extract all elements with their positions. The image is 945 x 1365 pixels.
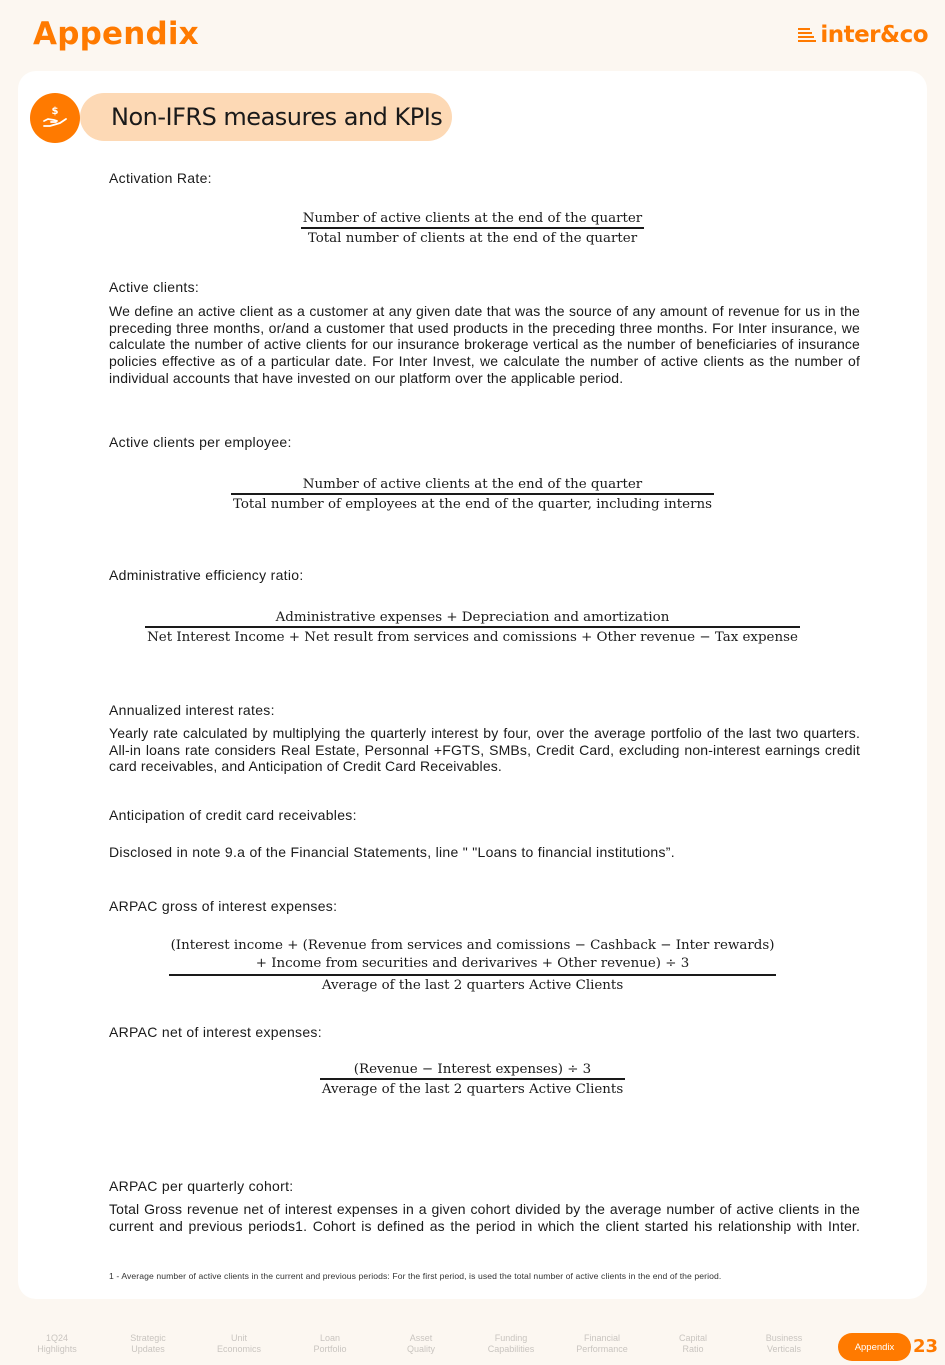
- formula-numerator-line: (Interest income + (Revenue from services and comissions − Cashback − Inter rewards): [170, 938, 775, 953]
- formula-denominator: Average of the last 2 quarters Active Clients: [321, 1081, 624, 1097]
- nav-item-label: Loan: [319, 1333, 341, 1343]
- active-clients-per-employee-formula: [0, 477, 945, 512]
- nav-item-financial-performance[interactable]: [557, 1333, 647, 1354]
- nav-item-highlights[interactable]: [12, 1333, 102, 1354]
- nav-item-unit-economics[interactable]: [194, 1333, 284, 1354]
- nav-item-strategic-updates[interactable]: [103, 1333, 193, 1354]
- page-title: Appendix: [33, 16, 199, 52]
- bottom-navigation: [12, 1333, 942, 1363]
- nav-item-label: Funding: [494, 1333, 528, 1343]
- nav-item-label: Capabilities: [487, 1343, 535, 1354]
- arpac-net-formula: [0, 1062, 945, 1097]
- nav-item-label: Unit: [230, 1333, 247, 1343]
- page-number: 23: [913, 1336, 939, 1357]
- active-clients-text: We define an active client as a customer at any given date that was the source of any amount of revenue for us in the preceding three months, or/and a customer that used products in the preceding three months. For Inter insurance, we calculate the number of active clients for our insurance brokerage vertical as the number of beneficiaries of insurance policies effective as of a particular date. For Inter Invest, we calculate the number of active clients as the number of individual accounts that have invested on our platform over the applicable period.: [109, 303, 860, 386]
- nav-item-label: Ratio: [682, 1343, 704, 1354]
- inter-co-logo: [798, 22, 928, 48]
- annualized-rates-term: Annualized interest rates:: [109, 702, 275, 718]
- nav-item-appendix-active[interactable]: Appendix: [838, 1333, 911, 1361]
- nav-item-label: Performance: [576, 1343, 628, 1354]
- nav-item-funding-capabilities[interactable]: [466, 1333, 556, 1354]
- formula-numerator: (Revenue − Interest expenses) ÷ 3: [353, 1062, 592, 1077]
- logo-stripes-icon: [798, 28, 816, 42]
- nav-item-label: 1Q24: [45, 1333, 69, 1343]
- anticipation-text: Disclosed in note 9.a of the Financial Statements, line " "Loans to financial institutions”.: [109, 844, 675, 860]
- footnote: 1 - Average number of active clients in the current and previous periods: For the first period, is used the total number of active clients in the end of the period.: [109, 1271, 722, 1281]
- nav-item-label: Capital: [678, 1333, 707, 1343]
- nav-item-label: Asset: [409, 1333, 433, 1343]
- section-title: Non-IFRS measures and KPIs: [80, 93, 452, 141]
- nav-item-label: Portfolio: [313, 1343, 347, 1354]
- nav-item-label: Financial: [583, 1333, 621, 1343]
- active-clients-per-employee-term: Active clients per employee:: [109, 434, 292, 450]
- formula-denominator: Average of the last 2 quarters Active Clients: [321, 977, 624, 993]
- annualized-rates-text: Yearly rate calculated by multiplying the quarterly interest by four, over the average portfolio of the last two quarters. All-in loans rate considers Real Estate, Personnal +FGTS, SMBs, Credit Card, excluding non-interest earnings credit card receivables, and Anticipation of Credit Card Receivables.: [109, 725, 860, 775]
- nav-item-label: Business: [765, 1333, 803, 1343]
- active-clients-term: Active clients:: [109, 279, 200, 295]
- nav-item-asset-quality[interactable]: [376, 1333, 466, 1354]
- arpac-cohort-text: Total Gross revenue net of interest expenses in a given cohort divided by the average number of active clients in the current and previous periods1. Cohort is defined as the period in which the client started his relationship with Inter.: [109, 1201, 860, 1234]
- anticipation-term: Anticipation of credit card receivables:: [109, 807, 357, 823]
- nav-item-loan-portfolio[interactable]: [285, 1333, 375, 1354]
- nav-item-business-verticals[interactable]: [739, 1333, 829, 1354]
- activation-rate-formula: [0, 211, 945, 246]
- formula-numerator: [169, 937, 777, 974]
- formula-denominator: Net Interest Income + Net result from services and comissions + Other revenue − Tax expense: [147, 629, 798, 645]
- nav-item-label: Quality: [406, 1343, 435, 1354]
- hand-money-icon: [30, 93, 80, 143]
- arpac-net-term: ARPAC net of interest expenses:: [109, 1024, 322, 1040]
- formula-denominator: Total number of employees at the end of the quarter, including interns: [232, 496, 712, 512]
- admin-efficiency-term: Administrative efficiency ratio:: [109, 567, 304, 583]
- content-card: [18, 71, 927, 1299]
- admin-efficiency-formula: [0, 610, 945, 645]
- nav-item-label: Verticals: [766, 1343, 801, 1354]
- svg-text:$: $: [51, 106, 59, 117]
- nav-item-label: Strategic: [130, 1333, 166, 1343]
- formula-numerator: Number of active clients at the end of the quarter: [302, 477, 643, 492]
- nav-item-label: Updates: [131, 1343, 165, 1354]
- arpac-cohort-term: ARPAC per quarterly cohort:: [109, 1178, 294, 1194]
- formula-numerator: Number of active clients at the end of the quarter: [302, 211, 643, 226]
- formula-numerator: Administrative expenses + Depreciation and amortization: [275, 610, 670, 625]
- nav-item-label: Highlights: [37, 1343, 77, 1354]
- nav-item-capital-ratio[interactable]: [648, 1333, 738, 1354]
- activation-rate-term: Activation Rate:: [109, 170, 212, 186]
- logo-text: inter&co: [820, 22, 928, 48]
- nav-item-label: Economics: [216, 1343, 261, 1354]
- arpac-gross-term: ARPAC gross of interest expenses:: [109, 898, 338, 914]
- arpac-gross-formula: [0, 937, 945, 993]
- formula-denominator: Total number of clients at the end of the quarter: [307, 230, 638, 246]
- formula-numerator-line: + Income from securities and derivarives + Other revenue) ÷ 3: [255, 956, 690, 971]
